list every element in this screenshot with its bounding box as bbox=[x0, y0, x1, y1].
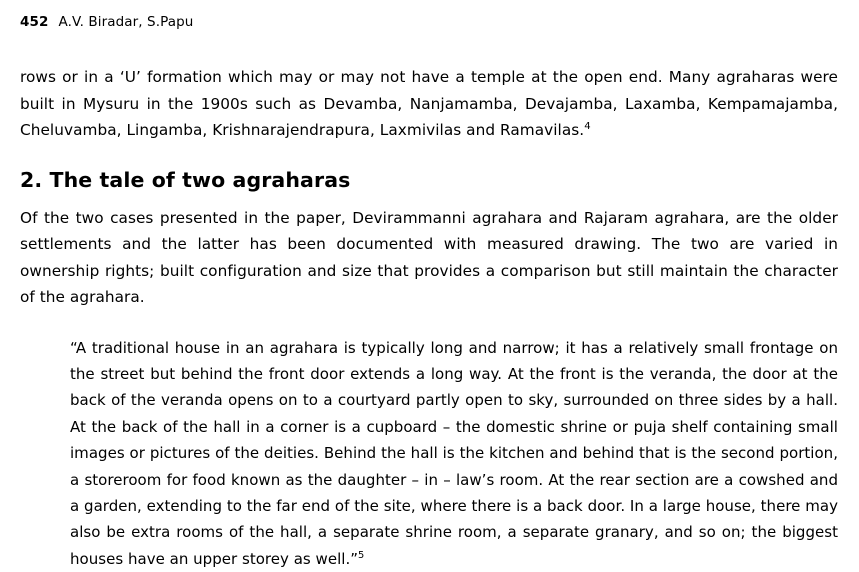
paragraph-continuation bbox=[20, 64, 838, 144]
paragraph-2: Of the two cases presented in the paper, Devirammanni agrahara and Rajaram agrahara, are the older settlements and the latter has been documented with measured drawing. The two are varied in ownership rights; built configuration and size that provides a comparison but still maintain the character of the agrahara. bbox=[20, 205, 838, 311]
footnote-marker-5: 5 bbox=[358, 550, 364, 561]
blockquote-paragraph bbox=[70, 335, 838, 572]
footnote-marker-4: 4 bbox=[584, 121, 590, 132]
blockquote-text: “A traditional house in an agrahara is typically long and narrow; it has a relatively small frontage on the street but behind the front door extends a long way. At the front is the veranda, the door at the back of the veranda opens on to a courtyard partly open to sky, surrounded on three sides by a hall. At the back of the hall in a corner is a cupboard – the domestic shrine or puja shelf containing small images or pictures of the deities. Behind the hall is the kitchen and behind that is the second portion, a storeroom for food known as the daughter – in – law’s room. At the rear section are a cowshed and a garden, extending to the far end of the site, where there is a back door. In a large house, there may also be extra rooms of the hall, a separate shrine room, a separate granary, and so on; the biggest houses have an upper storey as well.” bbox=[70, 339, 838, 568]
blockquote bbox=[70, 335, 838, 572]
page-number: 452 bbox=[20, 14, 48, 30]
running-head-authors: A.V. Biradar, S.Papu bbox=[58, 14, 193, 30]
section-heading: 2. The tale of two agraharas bbox=[20, 166, 838, 194]
running-head bbox=[20, 13, 839, 31]
page-content bbox=[20, 64, 838, 572]
paragraph-1-text: rows or in a ‘U’ formation which may or may not have a temple at the open end. Many agraharas were built in Mysuru in the 1900s such as Devamba, Nanjamamba, Devajamba, Laxamba, Kempamajamba, Cheluvamba, Lingamba, Krishnarajendrapura, Laxmivilas and Ramavilas. bbox=[20, 68, 838, 139]
